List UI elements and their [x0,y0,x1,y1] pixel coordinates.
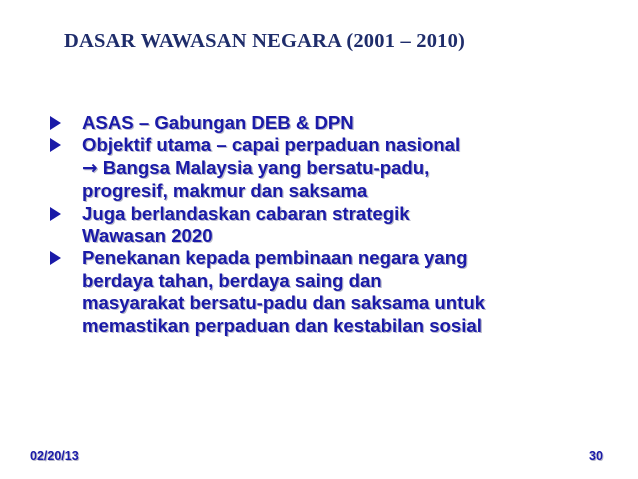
bullet-item-objektif [50,134,610,202]
footer-page-number: 30 [589,449,603,463]
bullet-line: memastikan perpaduan dan kestabilan sosial [82,314,482,336]
slide-title: DASAR WAWASAN NEGARA (2001 – 2010) [64,30,466,52]
triangle-bullet-icon [50,138,61,152]
bullet-line: masyarakat bersatu-padu dan saksama untuk [82,292,486,314]
bullet-line: Wawasan 2020 [82,225,213,247]
bullet-item-cabaran [50,203,610,248]
bullet-line-with-arrow [82,157,610,180]
bullet-item-penekanan [50,247,610,337]
bullet-line: Juga berlandaskan cabaran strategik [82,202,410,224]
bullet-line: ASAS – Gabungan DEB & DPN [82,112,354,133]
bullet-line-text: Bangsa Malaysia yang bersatu-padu, [102,156,430,178]
bullet-line: Objektif utama – capai perpaduan nasional [82,134,461,156]
bullet-line: berdaya tahan, berdaya saing dan [82,269,382,291]
footer-date: 02/20/13 [30,449,79,463]
bullet-line: Penekanan kepada pembinaan negara yang [82,247,468,269]
right-arrow-icon: → [82,157,98,179]
bullet-line: progresif, makmur dan saksama [82,180,368,202]
bullet-item-asas [50,112,610,134]
triangle-bullet-icon [50,251,61,265]
triangle-bullet-icon [50,116,61,130]
bullet-list [50,112,610,337]
triangle-bullet-icon [50,207,61,221]
